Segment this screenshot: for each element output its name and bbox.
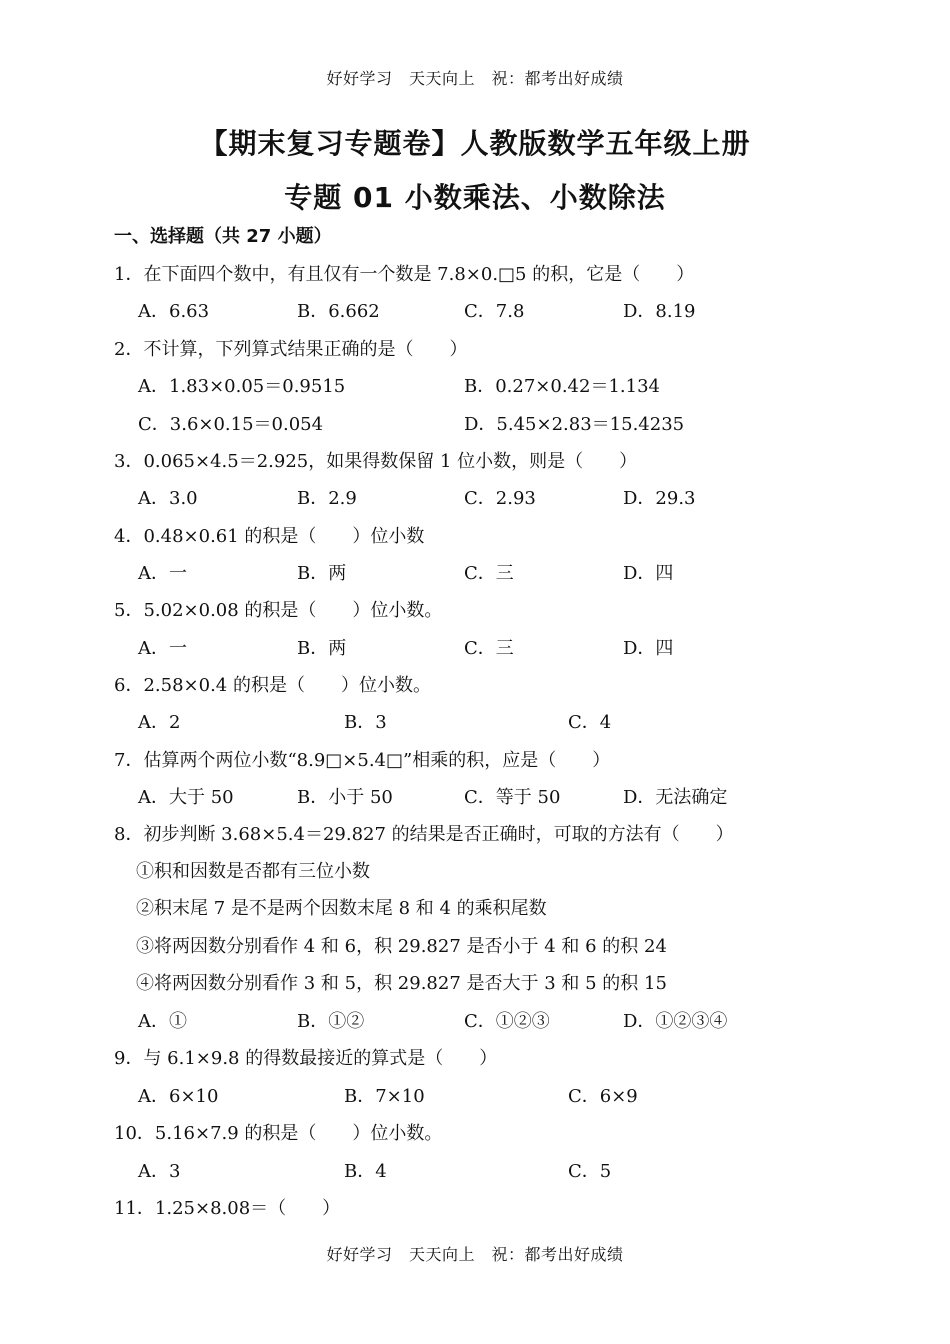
option-d: D．8.19	[623, 301, 696, 322]
page-footer: 好好学习 天天向上 祝：都考出好成绩	[326, 1245, 624, 1264]
statement-1: ①积和因数是否都有三位小数	[136, 861, 370, 882]
option-a: A．一	[138, 563, 187, 584]
option-d: D．四	[623, 638, 674, 659]
option-c: C．7.8	[464, 301, 525, 322]
question-3: 3．0.065×4.5＝2.925，如果得数保留 1 位小数，则是（ ）	[114, 451, 638, 472]
option-a: A．一	[138, 638, 187, 659]
option-c: C．等于 50	[464, 787, 561, 808]
statement-4: ④将两因数分别看作 3 和 5，积 29.827 是否大于 3 和 5 的积 15	[136, 973, 667, 994]
question-2: 2．不计算，下列算式结果正确的是（ ）	[114, 339, 468, 360]
option-b: B．3	[344, 712, 387, 733]
option-c: C．4	[568, 712, 612, 733]
option-a: A．1.83×0.05＝0.9515	[138, 376, 346, 397]
question-5: 5．5.02×0.08 的积是（ ）位小数。	[114, 600, 443, 621]
option-c: C．2.93	[464, 488, 536, 509]
question-10: 10．5.16×7.9 的积是（ ）位小数。	[114, 1123, 443, 1144]
document-subtitle: 专题 01 小数乘法、小数除法	[284, 181, 666, 214]
option-a: A．3	[138, 1161, 181, 1182]
option-b: B．2.9	[297, 488, 357, 509]
option-d: D．无法确定	[623, 787, 728, 808]
option-c: C．3.6×0.15＝0.054	[138, 414, 324, 435]
section-heading: 一、选择题（共 27 小题）	[114, 226, 332, 247]
option-d: D．5.45×2.83＝15.4235	[464, 414, 685, 435]
question-8: 8．初步判断 3.68×5.4＝29.827 的结果是否正确时，可取的方法有（ ）	[114, 824, 734, 845]
option-b: B．①②	[297, 1011, 365, 1032]
option-a: A．3.0	[138, 488, 198, 509]
option-b: B．两	[297, 563, 347, 584]
option-a: A．①	[138, 1011, 187, 1032]
page-header: 好好学习 天天向上 祝：都考出好成绩	[326, 69, 624, 88]
option-b: B．4	[344, 1161, 387, 1182]
question-9: 9．与 6.1×9.8 的得数最接近的算式是（ ）	[114, 1048, 498, 1069]
option-c: C．①②③	[464, 1011, 550, 1032]
option-b: B．小于 50	[297, 787, 393, 808]
option-c: C．5	[568, 1161, 612, 1182]
document-title: 【期末复习专题卷】人教版数学五年级上册	[199, 127, 751, 160]
option-b: B．0.27×0.42＝1.134	[464, 376, 660, 397]
option-a: A．6.63	[138, 301, 210, 322]
option-c: C．三	[464, 638, 514, 659]
question-4: 4．0.48×0.61 的积是（ ）位小数	[114, 526, 425, 547]
question-7: 7．估算两个两位小数“8.9□×5.4□”相乘的积，应是（ ）	[114, 750, 611, 771]
option-c: C．6×9	[568, 1086, 638, 1107]
statement-2: ②积末尾 7 是不是两个因数末尾 8 和 4 的乘积尾数	[136, 898, 547, 919]
question-11: 11．1.25×8.08＝（ ）	[114, 1198, 341, 1219]
option-d: D．①②③④	[623, 1011, 728, 1032]
question-6: 6．2.58×0.4 的积是（ ）位小数。	[114, 675, 431, 696]
option-c: C．三	[464, 563, 514, 584]
statement-3: ③将两因数分别看作 4 和 6，积 29.827 是否小于 4 和 6 的积 24	[136, 936, 667, 957]
option-d: D．四	[623, 563, 674, 584]
option-d: D．29.3	[623, 488, 696, 509]
option-b: B．6.662	[297, 301, 380, 322]
option-a: A．6×10	[138, 1086, 219, 1107]
option-b: B．两	[297, 638, 347, 659]
option-a: A．大于 50	[138, 787, 234, 808]
question-1: 1．在下面四个数中，有且仅有一个数是 7.8×0.□5 的积，它是（ ）	[114, 264, 695, 285]
option-b: B．7×10	[344, 1086, 425, 1107]
option-a: A．2	[138, 712, 181, 733]
